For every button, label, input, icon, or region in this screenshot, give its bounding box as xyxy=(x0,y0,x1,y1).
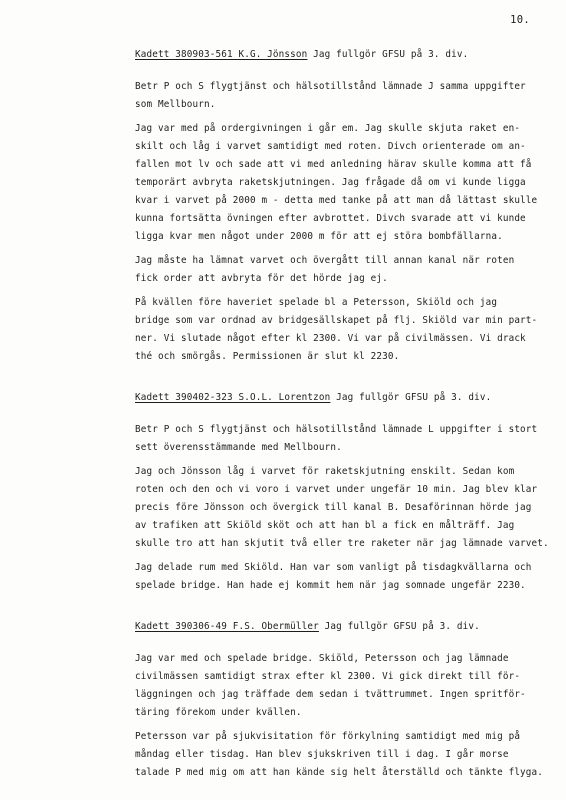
testimony-section xyxy=(135,618,544,782)
text-line: ligga kvar men något under 2000 m för att ej störa bombfällarna. xyxy=(135,231,503,242)
text-line: sett överensstämmande med Mellbourn. xyxy=(135,442,342,453)
text-line: ner. Vi slutade något efter kl 2300. Vi var på civilmässen. Vi drack xyxy=(135,333,526,344)
text-line: På kvällen före haveriet spelade bl a Petersson, Skiöld och jag xyxy=(135,297,498,308)
text-line: Jag måste ha lämnat varvet och övergått till annan kanal när roten xyxy=(135,255,515,266)
heading-statement: Jag fullgör GFSU på 3. div. xyxy=(318,621,480,632)
text-line: Betr P och S flygtjänst och hälsotillstånd lämnade L uppgifter i stort xyxy=(135,424,538,435)
text-line: täring förekom under kvällen. xyxy=(135,707,302,718)
witness-name: Kadett 390402-323 S.O.L. Lorentzon xyxy=(135,392,331,403)
text-line: kvar i varvet på 2000 m - detta med tanke på att man då lättast skulle xyxy=(135,195,538,206)
text-line: Jag var med på ordergivningen i går em. Jag skulle skjuta raket en- xyxy=(135,123,521,134)
text-line: Jag och Jönsson låg i varvet för raketskjutning enskilt. Sedan kom xyxy=(135,466,515,477)
text-line: kunna fortsätta övningen efter avbrottet. Divch svarade att vi kunde xyxy=(135,213,526,224)
text-line: av trafiken att Skiöld sköt och att han bl a fick en målträff. Jag xyxy=(135,520,515,531)
testimony-heading xyxy=(135,618,540,636)
text-line: Petersson var på sjukvisitation för förkylning samtidigt med mig på xyxy=(135,731,521,742)
document-body xyxy=(135,46,549,788)
text-line: temporärt avbryta raketskjutningen. Jag frågade då om vi kunde ligga xyxy=(135,177,526,188)
witness-name: Kadett 390306-49 F.S. Obermüller xyxy=(135,621,319,632)
testimony-section xyxy=(135,389,549,595)
paragraph xyxy=(135,421,540,457)
heading-statement: Jag fullgör GFSU på 3. div. xyxy=(307,49,469,60)
paragraph xyxy=(135,78,540,114)
paragraph xyxy=(135,294,540,366)
text-line: roten och den och vi voro i varvet under ungefär 10 min. Jag blev klar xyxy=(135,484,538,495)
heading-statement: Jag fullgör GFSU på 3. div. xyxy=(330,392,492,403)
text-line: som Mellbourn. xyxy=(135,99,216,110)
text-line: fick order att avbryta för det hörde jag ej. xyxy=(135,273,388,284)
text-line: läggningen och jag träffade dem sedan i tvättrummet. Ingen spritför- xyxy=(135,689,526,700)
text-line: skulle tro att han skjutit två eller tre raketer när jag lämnade varvet. xyxy=(135,538,549,549)
text-line: spelade bridge. Han hade ej kommit hem när jag somnade ungefär 2230. xyxy=(135,580,526,591)
text-line: Jag var med och spelade bridge. Skiöld, Petersson och jag lämnade xyxy=(135,653,509,664)
text-line: Betr P och S flygtjänst och hälsotillstånd lämnade J samma uppgifter xyxy=(135,81,526,92)
paragraph xyxy=(135,650,540,722)
paragraph xyxy=(135,463,549,553)
text-line: Jag delade rum med Skiöld. Han var som vanligt på tisdagkvällarna och xyxy=(135,562,532,573)
text-line: bridge som var ordnad av bridgesällskapet på flj. Skiöld var min part- xyxy=(135,315,538,326)
paragraph xyxy=(135,728,544,782)
testimony-heading xyxy=(135,389,540,407)
text-line: skilt och låg i varvet samtidigt med roten. Divch orienterade om an- xyxy=(135,141,526,152)
testimony-heading xyxy=(135,46,540,64)
text-line: thé och smörgås. Permissionen är slut kl 2230. xyxy=(135,351,400,362)
section-gap xyxy=(135,372,540,389)
testimony-section xyxy=(135,46,540,366)
text-line: civilmässen samtidigt strax efter kl 2300. Vi gick direkt till för- xyxy=(135,671,521,682)
page-number: 10. xyxy=(510,14,530,26)
text-line: fallen mot lv och sade att vi med anledning härav skulle komma att få xyxy=(135,159,532,170)
paragraph xyxy=(135,252,540,288)
paragraph xyxy=(135,120,540,246)
text-line: precis före Jönsson och övergick till kanal B. Desaförinnan hörde jag xyxy=(135,502,532,513)
text-line: måndag eller tisdag. Han blev sjukskriven till i dag. I går morse xyxy=(135,749,509,760)
section-gap xyxy=(135,601,540,618)
paragraph xyxy=(135,559,540,595)
text-line: talade P med mig om att han kände sig helt återställd och tänkte flyga. xyxy=(135,767,544,778)
witness-name: Kadett 380903-561 K.G. Jönsson xyxy=(135,49,308,60)
